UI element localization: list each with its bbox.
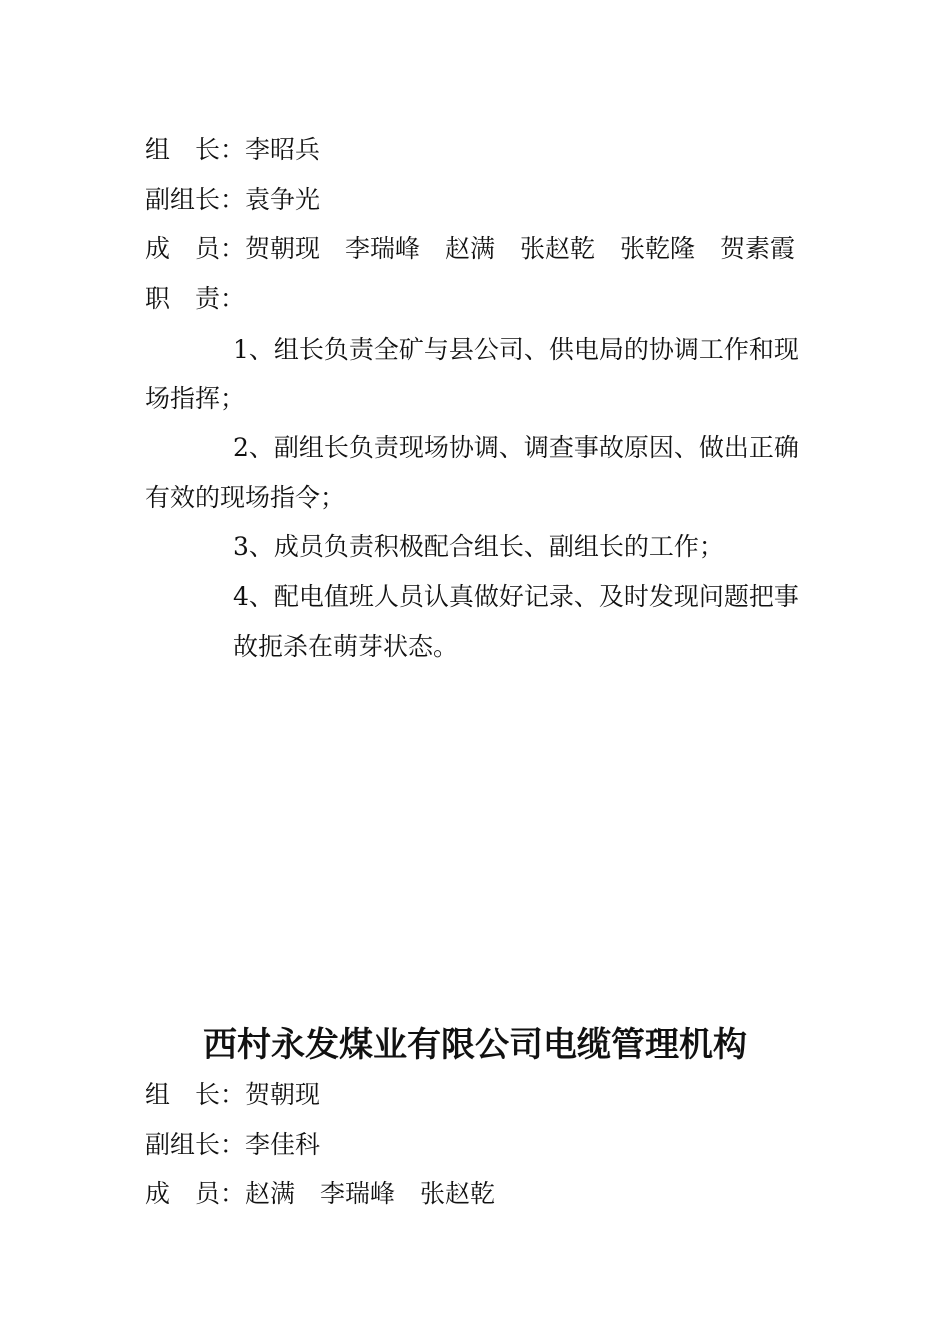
- cable-deputy-leader-label: 副组长：: [145, 1130, 246, 1159]
- cable-members-row: [145, 1178, 810, 1210]
- cable-leader-name: 贺朝现: [245, 1080, 321, 1109]
- cable-deputy-leader-row: [145, 1129, 810, 1161]
- deputy-leader-row: [145, 184, 810, 216]
- cable-management-title: 西村永发煤业有限公司电缆管理机构: [203, 1025, 747, 1065]
- deputy-leader-label: 副组长：: [145, 185, 246, 214]
- duty-item-4-line-2: 故扼杀在萌芽状态。: [233, 632, 459, 661]
- cable-leader-row: [145, 1079, 810, 1111]
- duties-label: 职 责：: [145, 284, 246, 313]
- duties-heading: [145, 283, 810, 315]
- duty-item-2-line-1: 2、副组长负责现场协调、调查事故原因、做出正确: [233, 433, 799, 462]
- cable-leader-label: 组 长：: [145, 1080, 246, 1109]
- members-names: 贺朝现 李瑞峰 赵满 张赵乾 张乾隆 贺素霞: [245, 234, 796, 263]
- cable-deputy-leader-name: 李佳科: [245, 1130, 321, 1159]
- duty-item-4-line-1: 4、配电值班人员认真做好记录、及时发现问题把事: [233, 582, 799, 611]
- duty-item-1-line-2: 场指挥；: [145, 384, 246, 413]
- leader-name: 李昭兵: [245, 135, 321, 164]
- duty-item-3: 3、成员负责积极配合组长、副组长的工作；: [233, 532, 724, 561]
- cable-members-names: 赵满 李瑞峰 张赵乾: [245, 1179, 496, 1208]
- deputy-leader-name: 袁争光: [245, 185, 321, 214]
- leader-row: [145, 134, 810, 166]
- cable-members-label: 成 员：: [145, 1179, 246, 1208]
- members-row: [145, 233, 810, 265]
- leader-label: 组 长：: [145, 135, 246, 164]
- duty-item-1-line-1: 1、组长负责全矿与县公司、供电局的协调工作和现: [233, 335, 799, 364]
- duty-item-2-line-2: 有效的现场指令；: [145, 483, 346, 512]
- members-label: 成 员：: [145, 234, 246, 263]
